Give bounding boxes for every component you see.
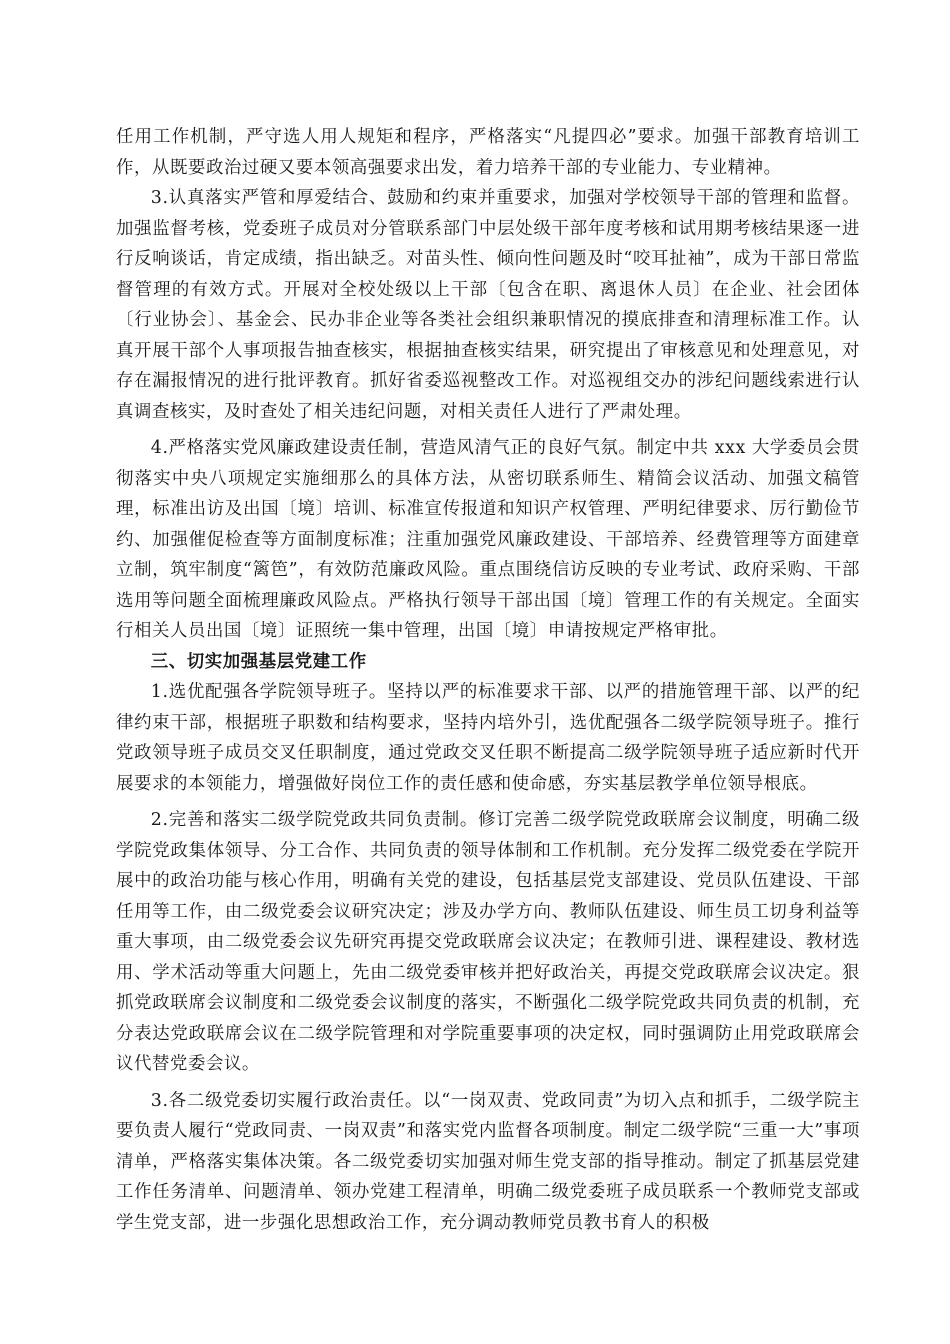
paragraph-section-item-3: 3.各二级党委切实履行政治责任。以“一岗双责、党政同责”为切入点和抓手，二级学院主要负责人履行“党政同责、一岗双责”和落实党内监督各项制度。制定二级学院“三重一大”事项清单，严格落实集体决策。各二级党委切实加强对师生党支部的指导推动。制定了抓基层党建工作任务清单、问题清单、领办党建工程清单，明确二级党委班子成员联系一个教师党支部或学生党支部，进一步强化思想政治工作，充分调动教师党员教书育人的积极 (116, 1090, 860, 1233)
paragraph-section-item-2: 2.完善和落实二级学院党政共同负责制。修订完善二级学院党政联席会议制度，明确二级学院党政集体领导、分工合作、共同负责的领导体制和工作机制。充分发挥二级党委在学院开展中的政治功能与核心作用，明确有关党的建设，包括基层党支部建设、党员队伍建设、干部任用等工作，由二级党委会议研究决定；涉及办学方向、教师队伍建设、师生员工切身利益等重大事项，由二级党委会议先研究再提交党政联席会议决定；在教师引进、课程建设、教材选用、学术活动等重大问题上，先由二级党委审核并把好政治关，再提交党政联席会议决定。狠抓党政联席会议制度和二级党委会议制度的落实，不断强化二级学院党政共同负责的机制，充分表达党政联席会议在二级学院管理和对学院重要事项的决定权，同时强调防止用党政联席会议代替党委会议。 (116, 810, 860, 1074)
paragraph-item-4: 4.严格落实党风廉政建设责任制，营造风清气正的良好气氛。制定中共 xxx 大学委员会贯彻落实中央八项规定实施细那么的具体方法，从密切联系师生、精简会议活动、加强文稿管理，标准出访及出国〔境〕培训、标准宣传报道和知识产权管理、严明纪律要求、厉行勤俭节约、加强催促检查等方面制度标准；注重加强党风廉政建设、干部培养、经费管理等方面建章立制，筑牢制度“篱笆”，有效防范廉政风险。重点围绕信访反映的专业考试、政府采购、干部选用等问题全面梳理廉政风险点。严格执行领导干部出国〔境〕管理工作的有关规定。全面实行相关人员出国〔境〕证照统一集中管理，出国〔境〕申请按规定严格审批。 (116, 438, 860, 641)
document-page (116, 122, 860, 1238)
paragraph-item-3: 3.认真落实严管和厚爱结合、鼓励和约束并重要求，加强对学校领导干部的管理和监督。加强监督考核，党委班子成员对分管联系部门中层处级干部年度考核和试用期考核结果逐一进行反响谈话，肯定成绩，指出缺乏。对苗头性、倾向性问题及时“咬耳扯袖”，成为干部日常监督管理的有效方式。开展对全校处级以上干部〔包含在职、离退休人员〕在企业、社会团体〔行业协会〕、基金会、民办非企业等各类社会组织兼职情况的摸底排查和清理标准工作。认真开展干部个人事项报告抽查核实，根据抽查核实结果，研究提出了审核意见和处理意见，对存在漏报情况的进行批评教育。抓好省委巡视整改工作。对巡视组交办的涉纪问题线索进行认真调查核实，及时查处了相关违纪问题，对相关责任人进行了严肃处理。 (116, 188, 860, 422)
paragraph-section-item-1: 1.选优配强各学院领导班子。坚持以严的标准要求干部、以严的措施管理干部、以严的纪律约束干部，根据班子职数和结构要求，坚持内培外引，选优配强各二级学院领导班子。推行党政领导班子成员交叉任职制度，通过党政交叉任职不断提高二级学院领导班子适应新时代开展要求的本领能力，增强做好岗位工作的责任感和使命感，夯实基层教学单位领导根底。 (116, 682, 860, 794)
section-heading: 三、切实加强基层党建工作 (150, 651, 367, 672)
paragraph-continuation: 任用工作机制，严守选人用人规矩和程序，严格落实“凡提四必”要求。加强干部教育培训工作，从既要政治过硬又要本领高强要求出发，着力培养干部的专业能力、专业精神。 (116, 127, 860, 178)
